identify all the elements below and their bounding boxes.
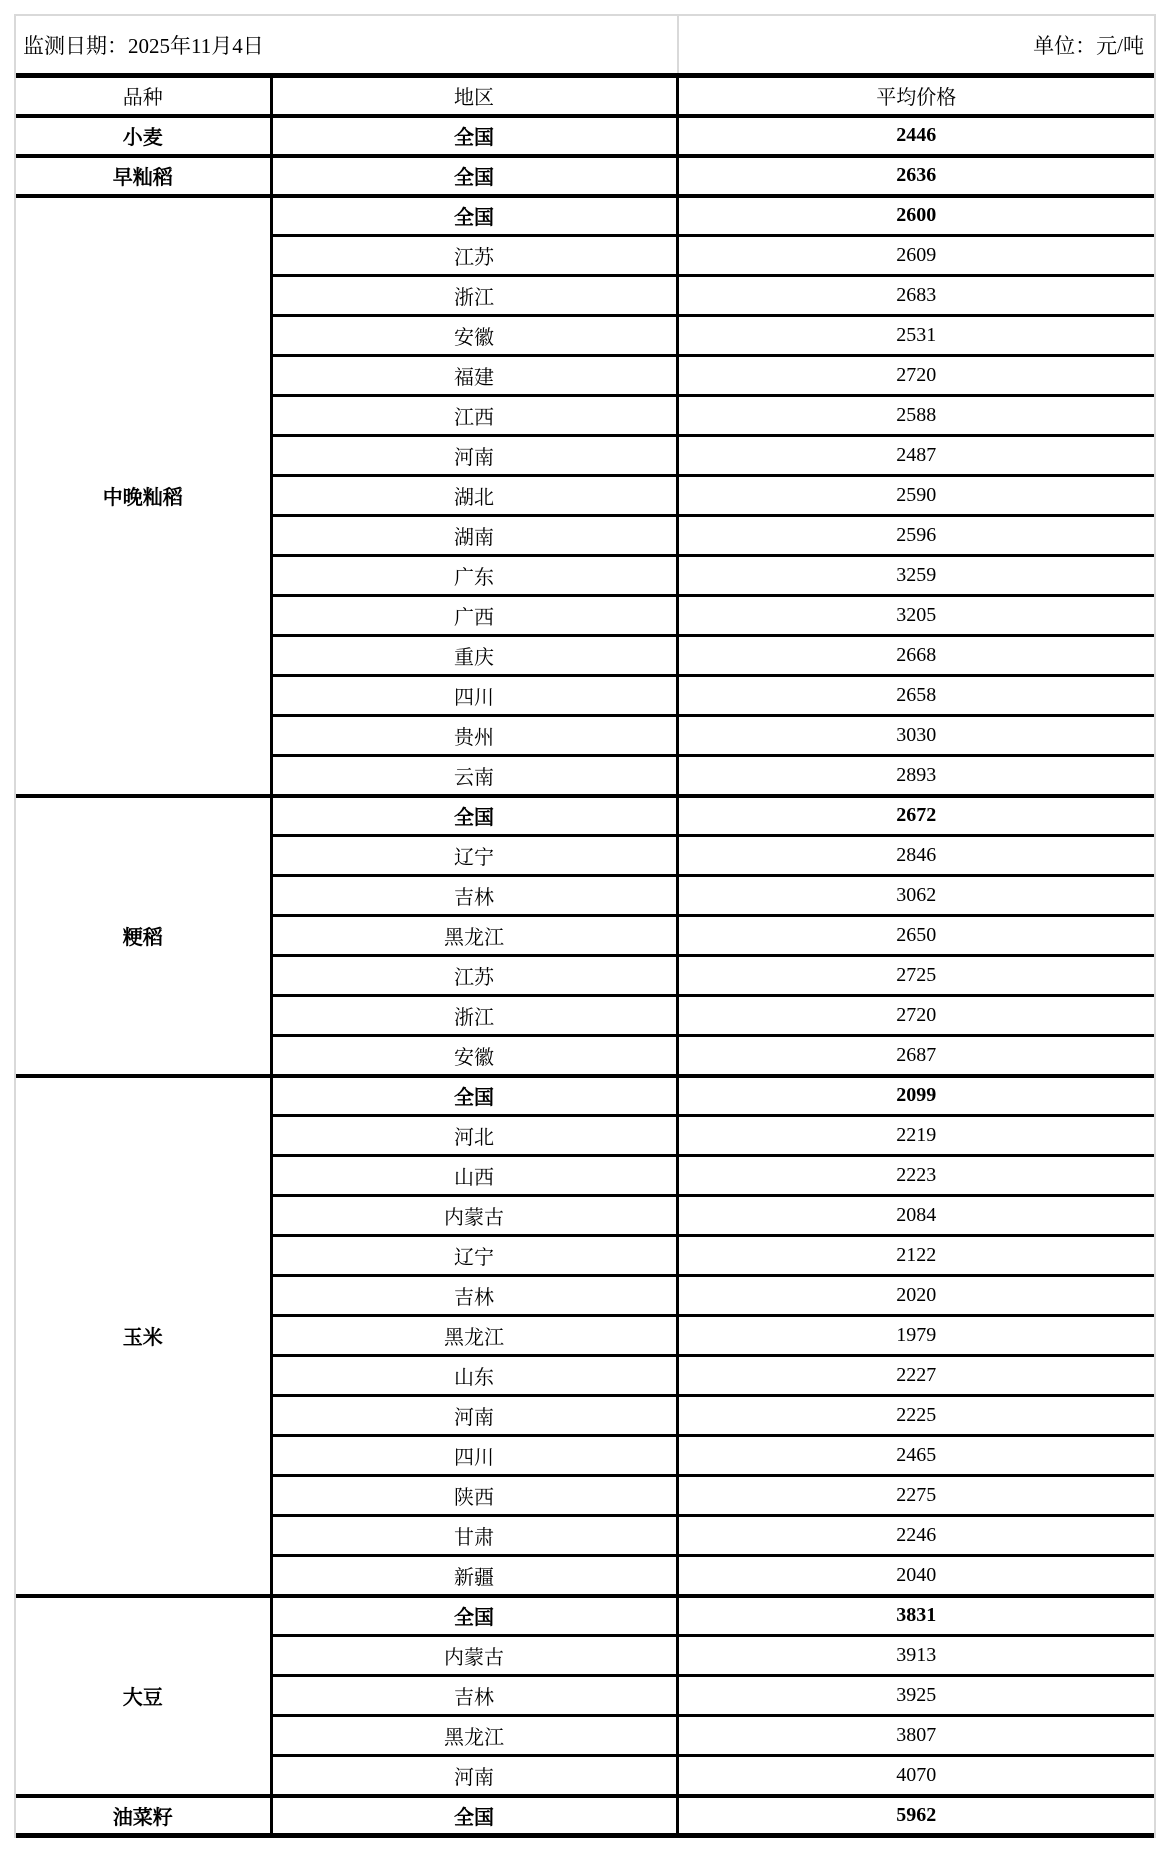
price-cell: 2020 bbox=[677, 1276, 1154, 1316]
price-cell: 2590 bbox=[677, 476, 1154, 516]
price-cell: 3062 bbox=[677, 876, 1154, 916]
price-cell: 2636 bbox=[677, 156, 1154, 196]
unit-label: 单位：元/吨 bbox=[1033, 33, 1144, 58]
price-cell: 3831 bbox=[677, 1596, 1154, 1636]
price-cell: 1979 bbox=[677, 1316, 1154, 1356]
region-cell: 重庆 bbox=[271, 636, 677, 676]
region-cell: 江西 bbox=[271, 396, 677, 436]
region-cell: 山西 bbox=[271, 1156, 677, 1196]
region-cell: 四川 bbox=[271, 676, 677, 716]
monitor-date-label: 监测日期：2025年11月4日 bbox=[23, 33, 264, 58]
price-cell: 2531 bbox=[677, 316, 1154, 356]
region-cell: 辽宁 bbox=[271, 836, 677, 876]
variety-cell: 油菜籽 bbox=[16, 1796, 271, 1836]
region-cell: 全国 bbox=[271, 1076, 677, 1116]
price-cell: 3030 bbox=[677, 716, 1154, 756]
region-cell: 安徽 bbox=[271, 1036, 677, 1076]
price-cell: 2650 bbox=[677, 916, 1154, 956]
region-cell: 浙江 bbox=[271, 276, 677, 316]
col-header-region: 地区 bbox=[271, 76, 677, 116]
region-cell: 广西 bbox=[271, 596, 677, 636]
price-cell: 2846 bbox=[677, 836, 1154, 876]
variety-cell: 粳稻 bbox=[16, 796, 271, 1076]
price-cell: 2275 bbox=[677, 1476, 1154, 1516]
price-cell: 2465 bbox=[677, 1436, 1154, 1476]
col-header-price: 平均价格 bbox=[677, 76, 1154, 116]
price-cell: 2227 bbox=[677, 1356, 1154, 1396]
price-cell: 2725 bbox=[677, 956, 1154, 996]
region-cell: 黑龙江 bbox=[271, 1716, 677, 1756]
price-cell: 3259 bbox=[677, 556, 1154, 596]
variety-cell: 小麦 bbox=[16, 116, 271, 156]
price-cell: 4070 bbox=[677, 1756, 1154, 1796]
price-cell: 2687 bbox=[677, 1036, 1154, 1076]
price-cell: 2099 bbox=[677, 1076, 1154, 1116]
region-cell: 全国 bbox=[271, 1796, 677, 1836]
price-cell: 3925 bbox=[677, 1676, 1154, 1716]
region-cell: 云南 bbox=[271, 756, 677, 796]
region-cell: 全国 bbox=[271, 156, 677, 196]
region-cell: 福建 bbox=[271, 356, 677, 396]
region-cell: 全国 bbox=[271, 196, 677, 236]
price-cell: 5962 bbox=[677, 1796, 1154, 1836]
region-cell: 吉林 bbox=[271, 1276, 677, 1316]
price-cell: 2225 bbox=[677, 1396, 1154, 1436]
header-row bbox=[16, 76, 1154, 116]
price-cell: 2223 bbox=[677, 1156, 1154, 1196]
title-bar bbox=[16, 16, 1154, 73]
region-cell: 全国 bbox=[271, 796, 677, 836]
region-cell: 全国 bbox=[271, 116, 677, 156]
price-cell: 2246 bbox=[677, 1516, 1154, 1556]
region-cell: 河北 bbox=[271, 1116, 677, 1156]
region-cell: 广东 bbox=[271, 556, 677, 596]
table-row bbox=[16, 196, 1154, 236]
table-row bbox=[16, 796, 1154, 836]
price-cell: 2446 bbox=[677, 116, 1154, 156]
region-cell: 黑龙江 bbox=[271, 1316, 677, 1356]
price-cell: 2720 bbox=[677, 356, 1154, 396]
price-cell: 2588 bbox=[677, 396, 1154, 436]
table-row bbox=[16, 1596, 1154, 1636]
price-cell: 2596 bbox=[677, 516, 1154, 556]
region-cell: 甘肃 bbox=[271, 1516, 677, 1556]
region-cell: 全国 bbox=[271, 1596, 677, 1636]
region-cell: 黑龙江 bbox=[271, 916, 677, 956]
price-cell: 2600 bbox=[677, 196, 1154, 236]
price-cell: 2720 bbox=[677, 996, 1154, 1036]
price-cell: 3913 bbox=[677, 1636, 1154, 1676]
region-cell: 吉林 bbox=[271, 876, 677, 916]
region-cell: 内蒙古 bbox=[271, 1196, 677, 1236]
price-cell: 2609 bbox=[677, 236, 1154, 276]
price-cell: 2219 bbox=[677, 1116, 1154, 1156]
price-table-body bbox=[16, 116, 1154, 1836]
region-cell: 江苏 bbox=[271, 956, 677, 996]
variety-cell: 中晚籼稻 bbox=[16, 196, 271, 796]
variety-cell: 大豆 bbox=[16, 1596, 271, 1796]
title-divider bbox=[677, 16, 679, 73]
price-table bbox=[16, 73, 1154, 1838]
region-cell: 陕西 bbox=[271, 1476, 677, 1516]
region-cell: 贵州 bbox=[271, 716, 677, 756]
region-cell: 浙江 bbox=[271, 996, 677, 1036]
variety-cell: 早籼稻 bbox=[16, 156, 271, 196]
report-frame bbox=[14, 14, 1156, 1838]
table-row bbox=[16, 116, 1154, 156]
region-cell: 内蒙古 bbox=[271, 1636, 677, 1676]
region-cell: 湖南 bbox=[271, 516, 677, 556]
price-cell: 2084 bbox=[677, 1196, 1154, 1236]
price-cell: 2122 bbox=[677, 1236, 1154, 1276]
region-cell: 湖北 bbox=[271, 476, 677, 516]
region-cell: 河南 bbox=[271, 1756, 677, 1796]
price-cell: 3205 bbox=[677, 596, 1154, 636]
price-table-header bbox=[16, 76, 1154, 116]
price-cell: 2658 bbox=[677, 676, 1154, 716]
price-cell: 2040 bbox=[677, 1556, 1154, 1596]
price-cell: 2683 bbox=[677, 276, 1154, 316]
region-cell: 河南 bbox=[271, 1396, 677, 1436]
variety-cell: 玉米 bbox=[16, 1076, 271, 1596]
col-header-variety: 品种 bbox=[16, 76, 271, 116]
region-cell: 吉林 bbox=[271, 1676, 677, 1716]
price-cell: 2893 bbox=[677, 756, 1154, 796]
price-cell: 2487 bbox=[677, 436, 1154, 476]
price-cell: 2672 bbox=[677, 796, 1154, 836]
region-cell: 山东 bbox=[271, 1356, 677, 1396]
table-row bbox=[16, 1796, 1154, 1836]
region-cell: 新疆 bbox=[271, 1556, 677, 1596]
price-cell: 3807 bbox=[677, 1716, 1154, 1756]
region-cell: 四川 bbox=[271, 1436, 677, 1476]
region-cell: 安徽 bbox=[271, 316, 677, 356]
region-cell: 江苏 bbox=[271, 236, 677, 276]
price-cell: 2668 bbox=[677, 636, 1154, 676]
region-cell: 辽宁 bbox=[271, 1236, 677, 1276]
table-row bbox=[16, 156, 1154, 196]
table-row bbox=[16, 1076, 1154, 1116]
region-cell: 河南 bbox=[271, 436, 677, 476]
